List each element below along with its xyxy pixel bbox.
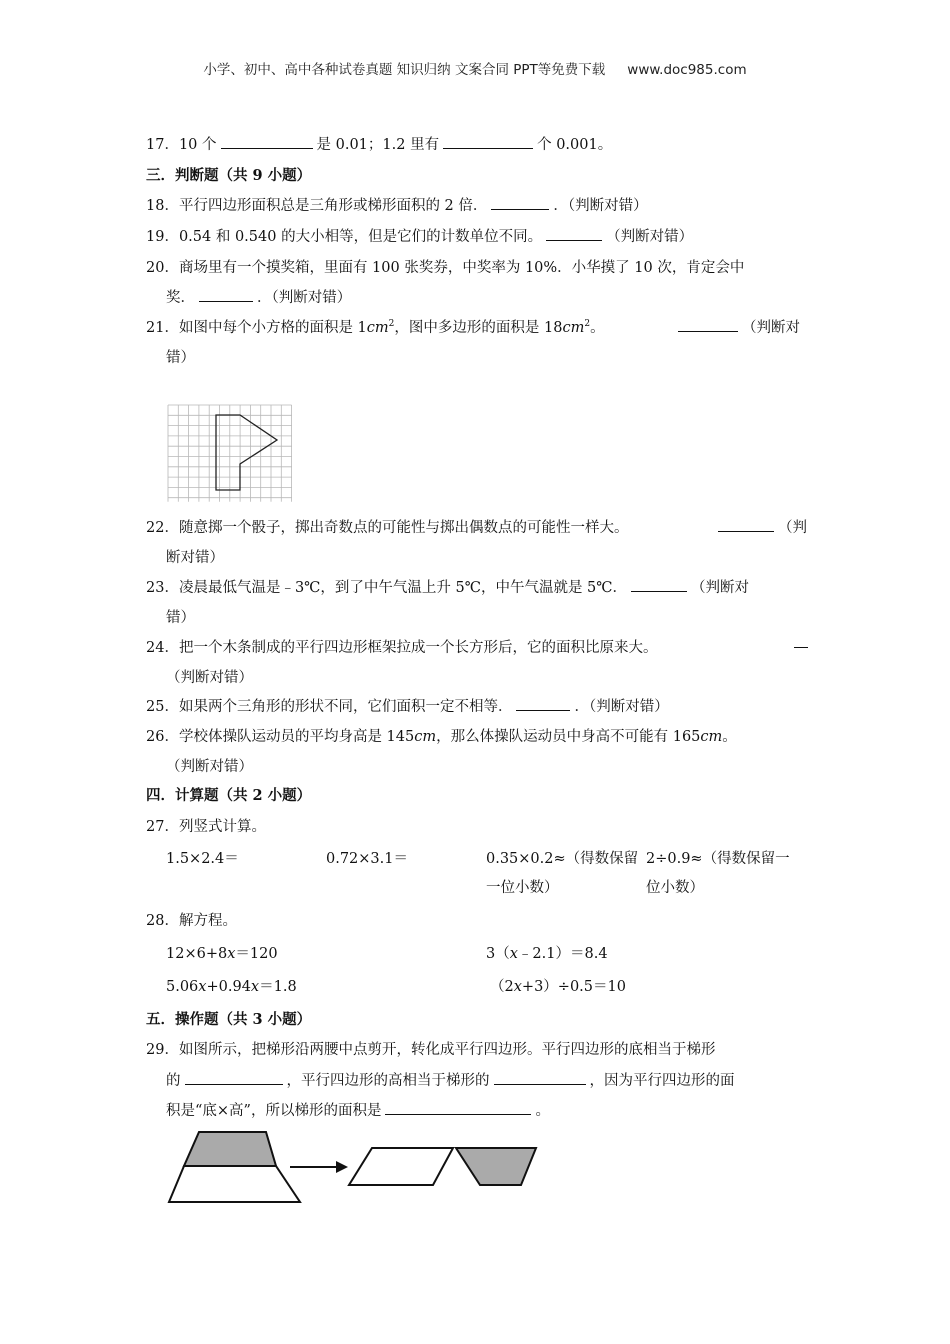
grid-polygon-figure — [167, 404, 292, 503]
question-29: 29．如图所示，把梯形沿两腰中点剪开，转化成平行四边形。平行四边形的底相当于梯形 — [146, 1042, 716, 1058]
q20-text-b: 奖． — [166, 290, 195, 306]
q29-text-b: 的 — [166, 1073, 181, 1089]
answer-blank[interactable] — [199, 300, 253, 302]
page-header — [0, 58, 950, 78]
q27-expr-4-cont: 位小数） — [646, 880, 704, 896]
polygon-shape — [216, 415, 277, 490]
q26-text-b: ，那么体操队运动员中身高不可能有 165 — [436, 729, 701, 745]
question-23 — [146, 576, 749, 597]
question-23-cont: 错） — [166, 610, 195, 626]
q29-text-f: 。 — [535, 1103, 550, 1119]
q23-text: 23．凌晨最低气温是﹣3℃，到了中午气温上升 5℃，中午气温就是 5℃． — [146, 580, 628, 596]
answer-blank[interactable] — [516, 709, 570, 711]
var-x: x — [227, 946, 236, 962]
answer-blank[interactable] — [221, 147, 313, 149]
q28-equation-1 — [166, 942, 278, 963]
q22-text: 22．随意掷一个骰子，掷出奇数点的可能性与掷出偶数点的可能性一样大。 — [146, 520, 629, 536]
eq-part: 12×6+8 — [166, 946, 228, 962]
q17-text-a: 17．10 个 — [146, 137, 217, 153]
var-x: x — [250, 979, 260, 995]
q29-text-d: ，因为平行四边形的面 — [589, 1073, 735, 1089]
q22-suffix: （判 — [778, 520, 807, 536]
q24-text: 24．把一个木条制成的平行四边形框架拉成一个长方形后，它的面积比原来大。 — [146, 640, 658, 656]
question-20: 20．商场里有一个摸奖箱，里面有 100 张奖券，中奖率为 10%．小华摸了 10 次，肯定会中 — [146, 260, 745, 276]
question-29-cont-2 — [166, 1099, 550, 1120]
trapezoid-transform-figure — [166, 1128, 541, 1206]
q17-text-b: 是 0.01；1.2 里有 — [316, 137, 440, 153]
q23-suffix: （判断对 — [691, 580, 750, 596]
unit-cm: cm — [562, 320, 585, 336]
question-18 — [146, 194, 648, 215]
answer-blank[interactable] — [491, 208, 549, 210]
question-22-cont: 断对错） — [166, 550, 224, 566]
q17-text-c: 个 0.001。 — [537, 137, 613, 153]
q21-text-b: ，图中多边形的面积是 18 — [394, 320, 563, 336]
eq-part: +0.94 — [206, 979, 251, 995]
answer-blank[interactable] — [546, 239, 602, 241]
question-22-tail — [714, 516, 807, 537]
question-27-title: 27．列竖式计算。 — [146, 819, 266, 835]
q27-expr-4: 2÷0.9≈（得数保留一 — [646, 851, 790, 867]
question-17 — [146, 133, 612, 154]
unit-cm: cm — [414, 729, 437, 745]
q26-text-c: 。 — [722, 729, 737, 745]
unit-cm: cm — [366, 320, 389, 336]
section-5-title: 五．操作题（共 3 小题） — [146, 1011, 312, 1028]
answer-blank[interactable] — [718, 530, 774, 532]
question-26-cont: （判断对错） — [166, 759, 253, 775]
q18-text: 18．平行四边形面积总是三角形或梯形面积的 2 倍． — [146, 198, 488, 214]
question-28-title: 28．解方程。 — [146, 913, 237, 929]
q25-text: 25．如果两个三角形的形状不同，它们面积一定不相等． — [146, 699, 513, 715]
eq-part: （2 — [490, 979, 514, 995]
header-url[interactable]: www.doc985.com — [627, 62, 747, 78]
q21-text-c: 。 — [590, 320, 605, 336]
exponent: 2 — [388, 319, 395, 330]
parallelogram-left — [349, 1148, 453, 1185]
q27-expr-3: 0.35×0.2≈（得数保留 — [486, 851, 639, 867]
answer-blank[interactable] — [443, 147, 533, 149]
question-26 — [146, 725, 737, 746]
answer-blank[interactable] — [494, 1083, 586, 1085]
q25-suffix: ．（判断对错） — [574, 699, 669, 715]
question-25 — [146, 695, 669, 716]
q19-text: 19．0.54 和 0.540 的大小相等，但是它们的计数单位不同。 — [146, 229, 543, 245]
exponent: 2 — [584, 319, 591, 330]
trapezoid-bottom — [169, 1166, 300, 1202]
question-20-cont — [166, 286, 351, 307]
arrow-head-icon — [336, 1161, 348, 1173]
q29-text-e: 积是“底×高”，所以梯形的面积是 — [166, 1103, 382, 1119]
var-x: x — [198, 979, 207, 995]
question-21-tail — [674, 316, 800, 337]
answer-blank[interactable] — [794, 646, 808, 648]
answer-blank[interactable] — [385, 1113, 531, 1115]
question-22 — [146, 516, 628, 537]
q28-equation-4 — [490, 975, 626, 996]
section-3-title: 三．判断题（共 9 小题） — [146, 167, 312, 184]
eq-part: ＝1.8 — [259, 979, 297, 995]
eq-part: ﹣2.1）＝8.4 — [517, 946, 608, 962]
q21-suffix: （判断对 — [742, 320, 800, 336]
question-29-cont — [166, 1069, 735, 1090]
q29-text-c: ，平行四边形的高相当于梯形的 — [286, 1073, 490, 1089]
q27-expr-1: 1.5×2.4＝ — [166, 851, 239, 867]
rotated-shaded-piece — [456, 1148, 536, 1185]
question-21-cont: 错） — [166, 350, 195, 366]
question-24-cont: （判断对错） — [166, 670, 253, 686]
question-19 — [146, 225, 693, 246]
q20-suffix: ．（判断对错） — [257, 290, 352, 306]
question-24 — [146, 636, 657, 657]
q27-expr-3-cont: 一位小数） — [486, 880, 559, 896]
q27-expr-2: 0.72×3.1＝ — [326, 851, 408, 867]
question-24-tail — [790, 636, 812, 652]
section-4-title: 四．计算题（共 2 小题） — [146, 787, 312, 804]
q18-suffix: ．（判断对错） — [553, 198, 648, 214]
question-21 — [146, 316, 605, 337]
q19-suffix: （判断对错） — [606, 229, 694, 245]
var-x: x — [509, 946, 518, 962]
q28-equation-3 — [166, 975, 297, 996]
eq-part: 5.06 — [166, 979, 199, 995]
answer-blank[interactable] — [185, 1083, 283, 1085]
answer-blank[interactable] — [678, 330, 738, 332]
answer-blank[interactable] — [631, 590, 687, 592]
var-x: x — [513, 979, 522, 995]
unit-cm: cm — [700, 729, 723, 745]
q21-text-a: 21．如图中每个小方格的面积是 1 — [146, 320, 367, 336]
q28-equation-2 — [486, 942, 608, 963]
q26-text-a: 26．学校体操队运动员的平均身高是 145 — [146, 729, 415, 745]
eq-part: 3（ — [486, 946, 510, 962]
eq-part: ＝120 — [235, 946, 278, 962]
trapezoid-top-shaded — [184, 1132, 276, 1166]
eq-part: +3）÷0.5＝10 — [521, 979, 626, 995]
header-text: 小学、初中、高中各种试卷真题 知识归纳 文案合同 PPT等免费下载 — [203, 62, 606, 78]
